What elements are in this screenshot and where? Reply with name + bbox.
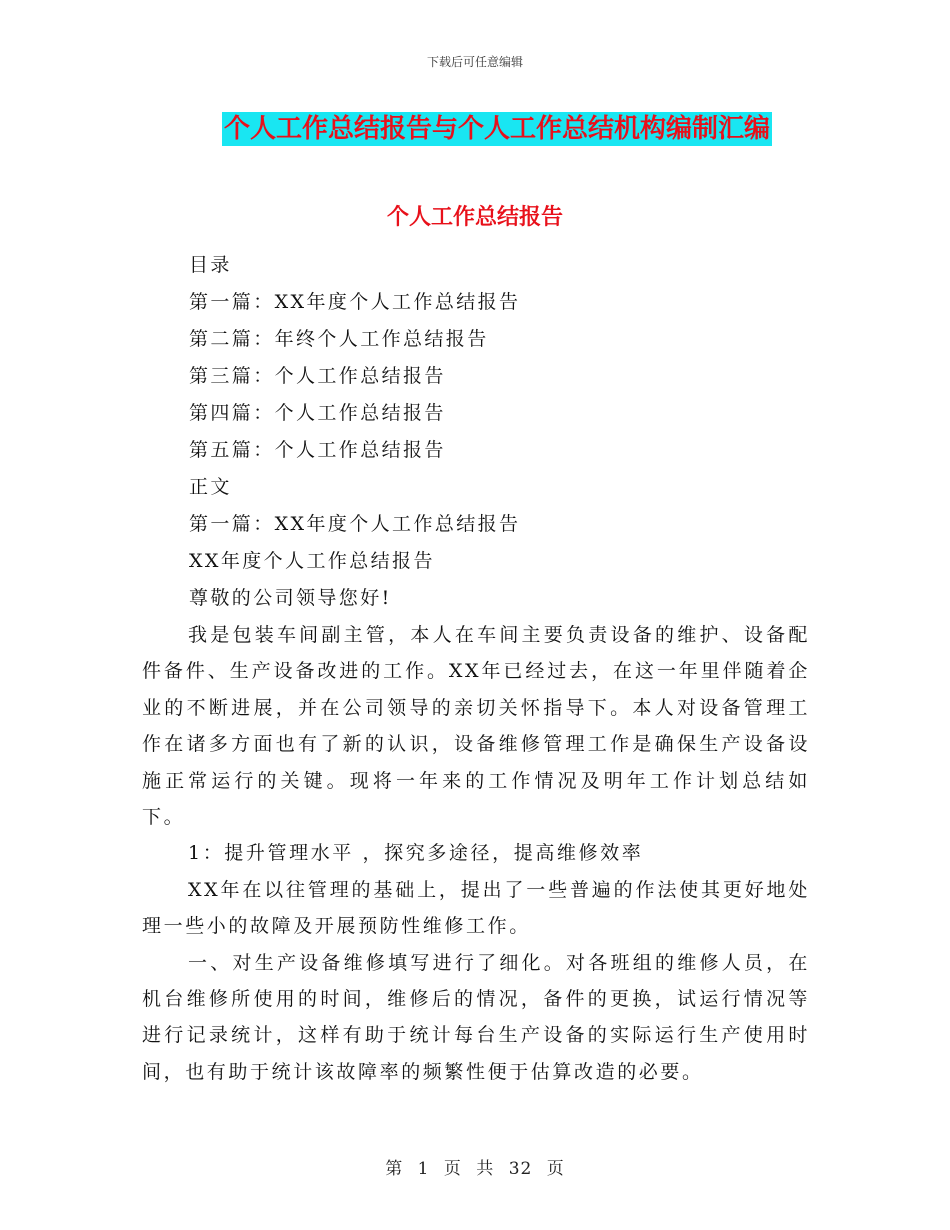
paragraph: XX年在以往管理的基础上，提出了一些普遍的作法使其更好地处理一些小的故障及开展预防性维修工作。 xyxy=(142,878,810,938)
toc-item: 第一篇：XX年度个人工作总结报告 xyxy=(189,291,521,313)
document-title: 个人工作总结报告与个人工作总结机构编制汇编 xyxy=(224,114,771,144)
body-text xyxy=(142,617,810,1090)
toc-heading: 目录 xyxy=(189,254,232,276)
table-of-contents xyxy=(189,247,829,617)
toc-item: 第五篇：个人工作总结报告 xyxy=(189,439,446,461)
report-title: XX年度个人工作总结报告 xyxy=(189,550,435,572)
section-title: 个人工作总结报告 xyxy=(386,205,563,230)
body-heading: 正文 xyxy=(189,476,232,498)
page-number: 第 1 页 共 32 页 xyxy=(385,1159,565,1179)
toc-item: 第二篇：年终个人工作总结报告 xyxy=(189,328,489,350)
paragraph: 我是包装车间副主管，本人在车间主要负责设备的维护、设备配件备件、生产设备改进的工作。XX年已经过去，在这一年里伴随着企业的不断进展，并在公司领导的亲切关怀指导下。本人对设备管理工作在诸多方面也有了新的认识，设备维修管理工作是确保生产设备设施正常运行的关键。现将一年来的工作情况及明年工作计划总结如下。 xyxy=(142,624,810,829)
chapter-title: 第一篇：XX年度个人工作总结报告 xyxy=(189,513,521,535)
paragraph: 一、对生产设备维修填写进行了细化。对各班组的维修人员，在机台维修所使用的时间，维修后的情况，备件的更换，试运行情况等进行记录统计，这样有助于统计每台生产设备的实际运行生产使用时间，也有助于统计该故障率的频繁性便于估算改造的必要。 xyxy=(142,951,810,1083)
salutation: 尊敬的公司领导您好! xyxy=(189,587,392,609)
toc-item: 第三篇：个人工作总结报告 xyxy=(189,365,446,387)
toc-item: 第四篇：个人工作总结报告 xyxy=(189,402,446,424)
paragraph: 1：提升管理水平 ，探究多途径，提高维修效率 xyxy=(188,842,644,865)
header-note: 下载后可任意编辑 xyxy=(426,55,523,69)
